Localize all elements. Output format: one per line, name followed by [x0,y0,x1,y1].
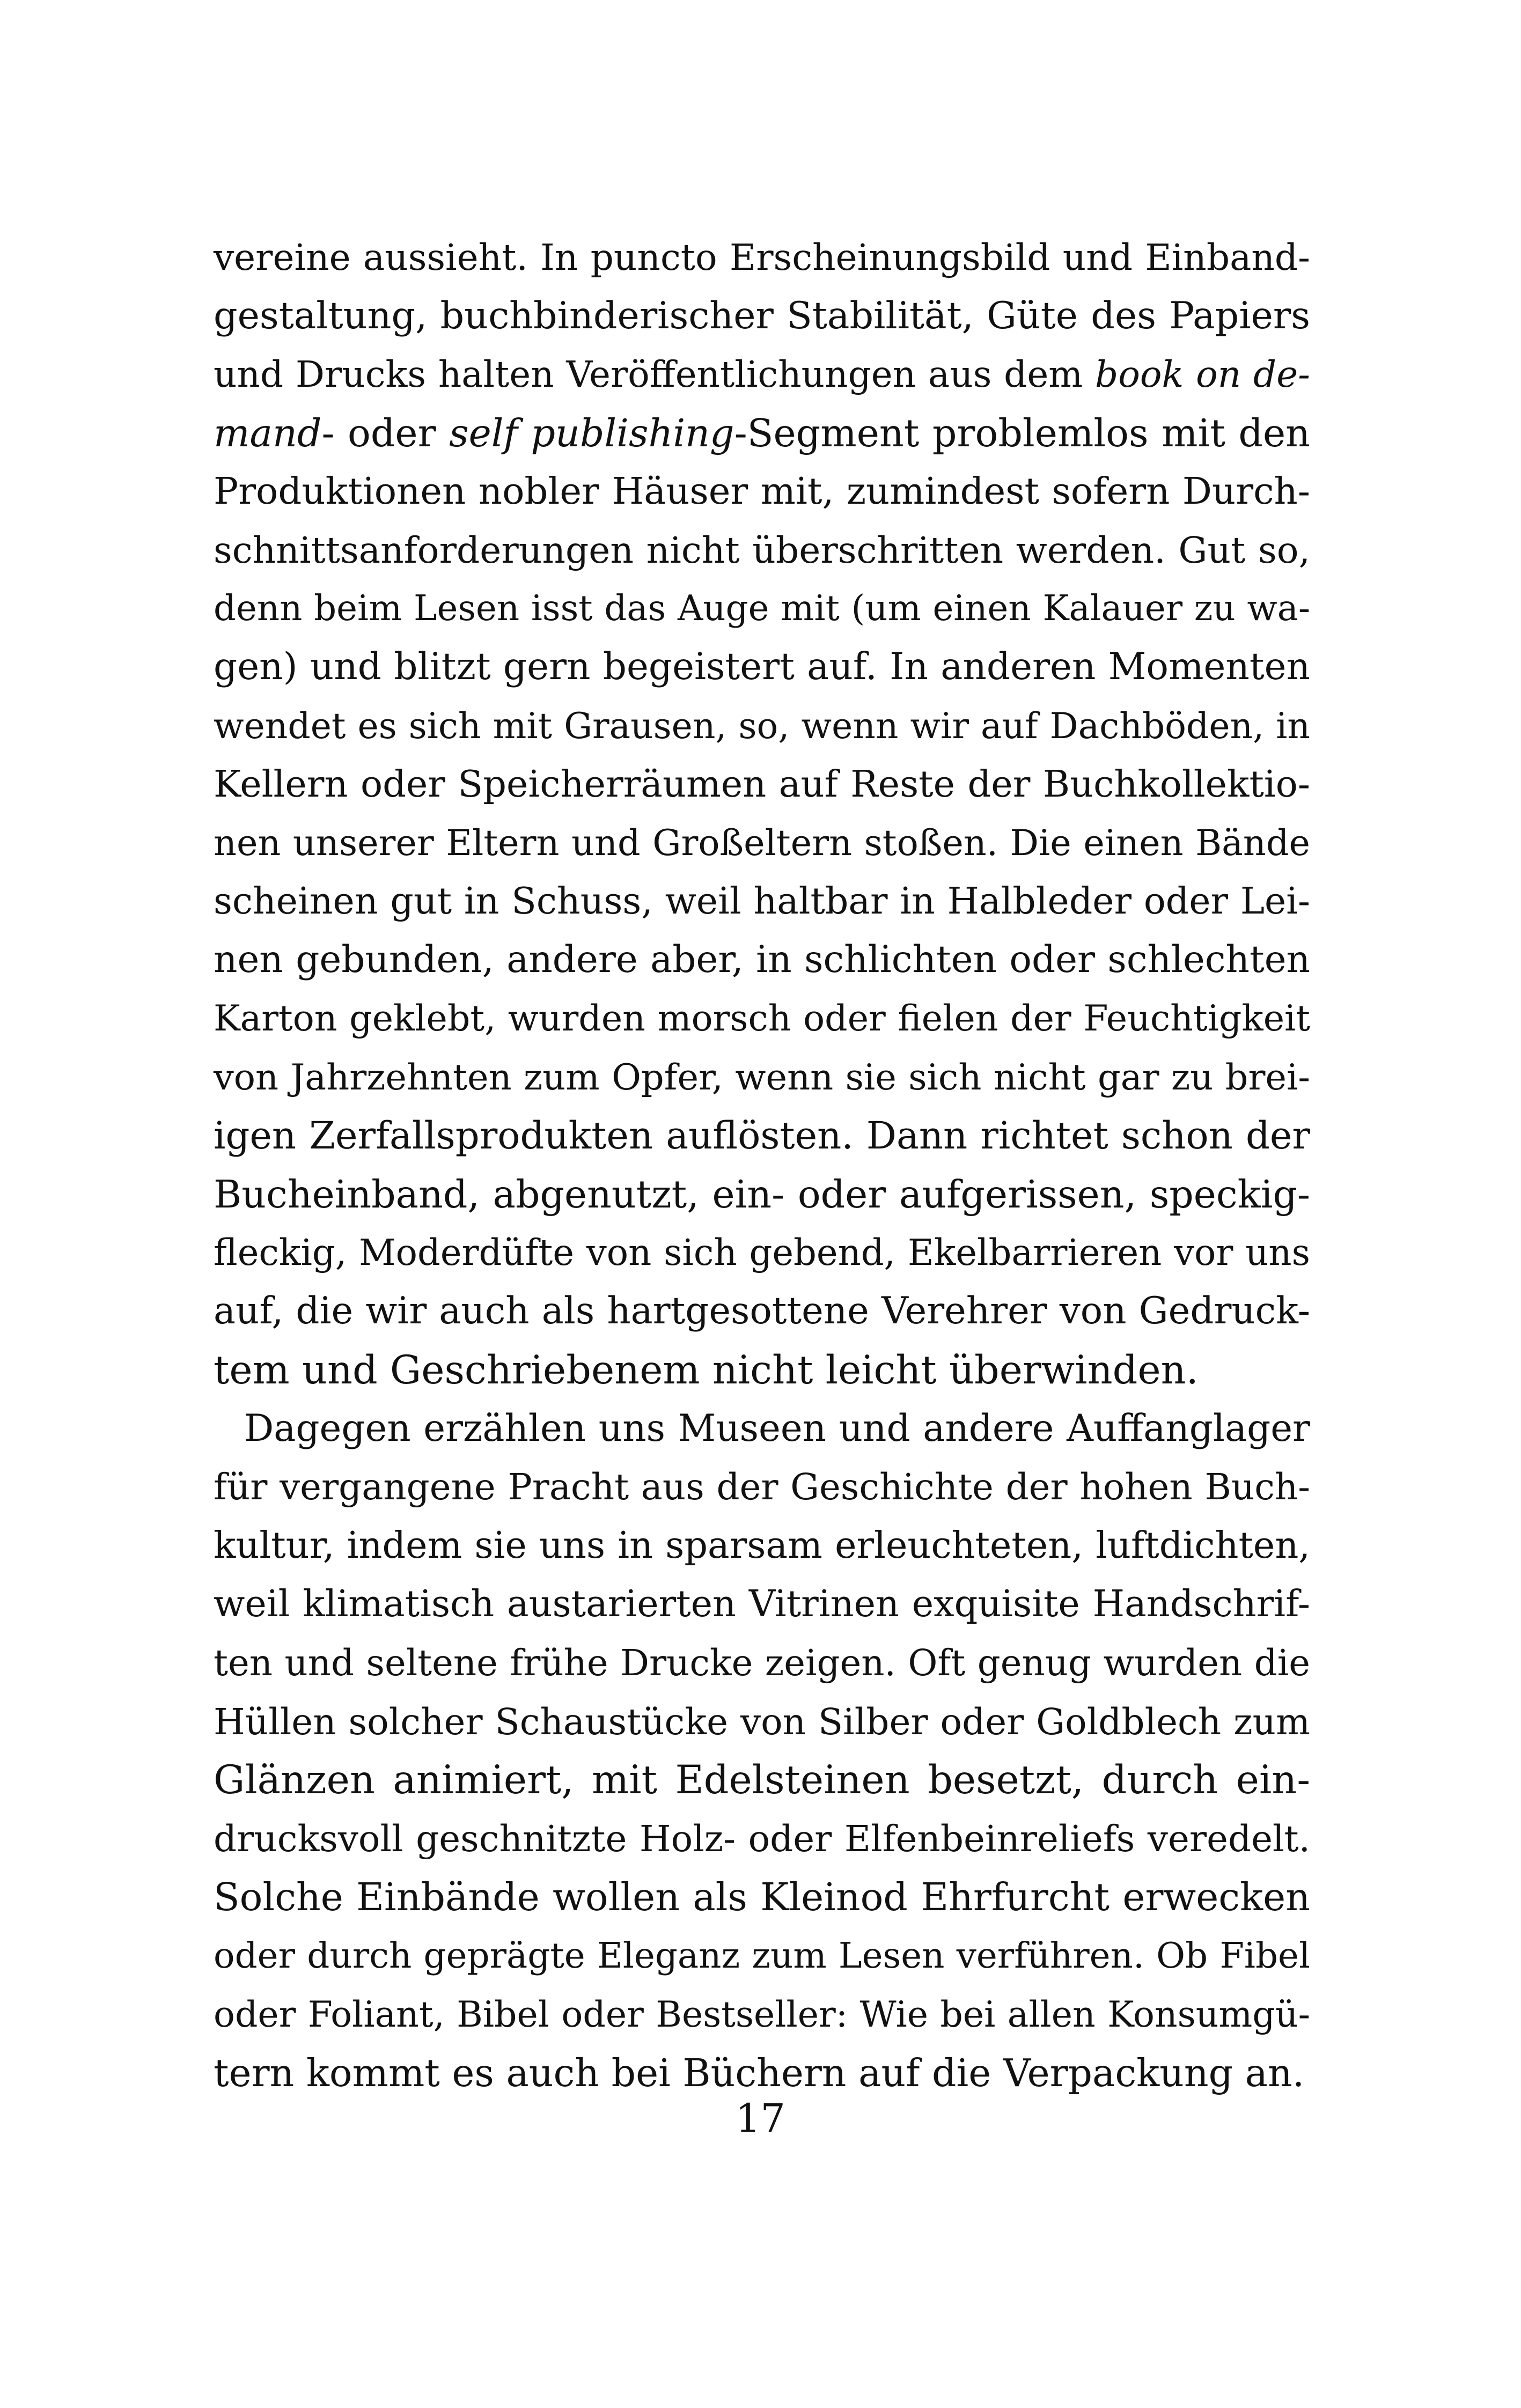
text-line: tem und Geschriebenem nicht leicht überwinden. [214,1347,1199,1393]
text-line: ten und seltene frühe Drucke zeigen. Oft genug wurden die [214,1641,1310,1684]
text-line: nen gebunden, andere aber, in schlichten oder schlechten [214,938,1310,982]
text-line: weil klimatisch austarierten Vitrinen exquisite Handschrif- [214,1583,1310,1626]
text-line: igen Zerfallsprodukten auflösten. Dann richtet schon der [214,1113,1310,1158]
text-line: nen unserer Eltern und Großeltern stoßen. Die einen Bände [214,821,1310,864]
text-line: oder Foliant, Bibel oder Bestseller: Wie bei allen Konsumgü- [214,1993,1310,2035]
text-line: scheinen gut in Schuss, weil haltbar in Halbleder oder Lei- [214,880,1310,923]
text-line: Glänzen animiert, mit Edelsteinen besetzt, durch ein- [214,1757,1310,1803]
text-line: Kellern oder Speicherräumen auf Reste der Buchkollektio- [214,763,1310,806]
paragraph [214,228,1310,1400]
text-line: denn beim Lesen isst das Auge mit (um einen Kalauer zu wa- [214,588,1310,629]
italic-term: book on de- [1095,353,1310,396]
text-line: kultur, indem sie uns in sparsam erleuchteten, luftdichten, [214,1525,1310,1567]
text-line: gen) und blitzt gern begeistert auf. In anderen Momenten [214,645,1310,689]
text-line: vereine aussieht. In puncto Erscheinungsbild und Einband- [214,236,1310,278]
text-line: und Drucks halten Veröffentlichungen aus dem book on de- [214,353,1310,396]
text-line: Hüllen solcher Schaustücke von Silber oder Goldblech zum [214,1700,1310,1743]
body-text [214,228,1310,2102]
text-line: von Jahrzehnten zum Opfer, wenn sie sich nicht gar zu brei- [214,1056,1310,1098]
italic-term: self publishing [449,410,734,455]
text-line: tern kommt es auch bei Büchern auf die Verpackung an. [214,2050,1305,2095]
paragraph [214,1400,1310,2102]
text-line: mand- oder self publishing-Segment problemlos mit den [214,410,1311,455]
text-line: Karton geklebt, wurden morsch oder fielen der Feuchtigkeit [214,997,1310,1040]
text-line: gestaltung, buchbinderischer Stabilität, Güte des Papiers [214,294,1310,338]
text-line: Produktionen nobler Häuser mit, zumindest sofern Durch- [214,469,1310,513]
text-line: Bucheinband, abgenutzt, ein- oder aufgerissen, speckig- [214,1172,1310,1217]
text-line: auf, die wir auch als hartgesottene Verehrer von Gedruck- [214,1290,1310,1333]
text-line: fleckig, Moderdüfte von sich gebend, Ekelbarrieren vor uns [214,1232,1310,1274]
text-line: für vergangene Pracht aus der Geschichte der hohen Buch- [214,1466,1310,1508]
text-line: Solche Einbände wollen als Kleinod Ehrfurcht erwecken [214,1875,1310,1920]
text-line: Dagegen erzählen uns Museen und andere Auffanglager [244,1406,1310,1450]
italic-term: mand [214,410,322,455]
text-line: oder durch geprägte Eleganz zum Lesen verführen. Ob Fibel [214,1935,1310,1977]
text-line: drucksvoll geschnitzte Holz- oder Elfenbeinreliefs veredelt. [214,1817,1310,1860]
page-number: 17 [736,2096,785,2141]
text-line: schnittsanforderungen nicht überschritten werden. Gut so, [214,528,1310,571]
text-line: wendet es sich mit Grausen, so, wenn wir auf Dachböden, in [214,705,1310,747]
